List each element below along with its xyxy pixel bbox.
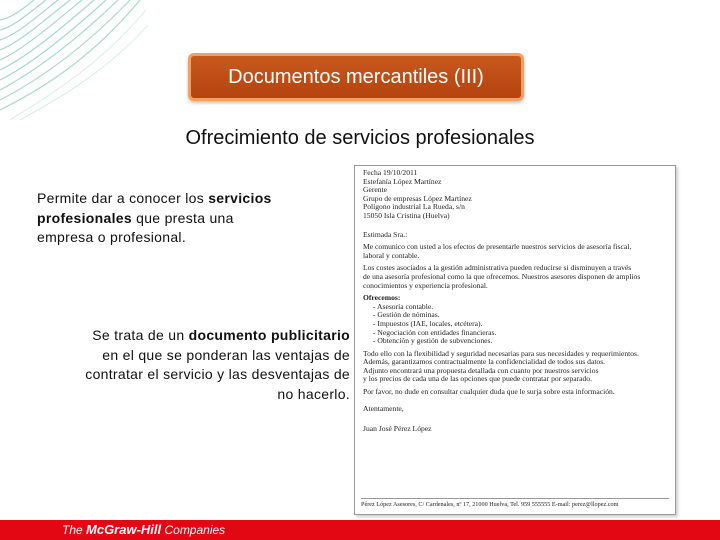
letter-header-line: Estefanía López Martínez [363,176,442,186]
decorative-swirl-graphic [0,0,150,120]
letter-text-line: conocimientos y experiencia profesional. [363,280,488,290]
letter-text-line: y los precios de cada una de las opciones que puede contratar por separado. [363,374,592,384]
letter-offer-item: - Asesoría contable. [373,301,434,311]
explanation-bold-text: documento publicitario [188,327,350,343]
letter-signature-text: Juan José Pérez López [363,424,432,434]
letter-greeting-text: Estimada Sra.: [363,229,408,239]
letter-text-line: Además, garantizamos contractualmente la confidencialidad de todos sus datos. [363,357,606,367]
letter-text-line: de una asesoría profesional como la que ofrecemos. Nuestros asesores disponen de amplios [363,271,641,281]
letter-paragraph-1 [363,243,669,260]
sample-letter-image [354,165,676,515]
letter-text-line: Los costes asociados a la gestión administrativa pueden reducirse si disminuyen a través [363,263,632,273]
publisher-logo [62,522,225,537]
description-text-end: que presta una empresa o profesional. [37,209,234,245]
letter-closing-text: Atentamente, [363,403,404,413]
description-paragraph [37,189,287,248]
publisher-logo-suffix: Companies [161,523,226,537]
letter-header-line: Fecha 19/10/2011 [363,168,418,177]
letter-header [363,169,669,221]
description-bold-text: servicios profesionales [37,190,272,226]
slide-subtitle: Ofrecimiento de servicios profesionales [185,127,535,149]
publisher-logo-prefix: The [62,523,87,537]
letter-offer-item: - Obtención y gestión de subvenciones. [373,336,493,346]
letter-signature [363,425,669,434]
letter-text-line: laboral y contable. [363,250,420,260]
letter-paragraph-3 [363,350,669,384]
letter-text-line: Adjunto encontrará una propuesta detallada con cuanto por nuestros servicios [363,365,599,375]
letter-text-line: Todo ello con la flexibilidad y seguridad necesarias para sus necesidades y requerimientos. [363,348,639,358]
slide-title: Documentos mercantiles (III) [188,53,524,101]
letter-header-line: Gerente [363,185,388,195]
letter-closing [363,405,669,414]
letter-offer-heading: Ofrecemos: [363,293,401,303]
letter-text-line: Me comunico con usted a los efectos de presentarle nuestros servicios de asesoría fiscal, [363,242,632,252]
letter-header-line: Grupo de empresas López Martínez [363,193,472,203]
explanation-text: Se trata de un [92,327,189,343]
letter-paragraph-2 [363,264,669,290]
letter-offer-item: - Negociación con entidades financieras. [373,327,497,337]
letter-footer: Pérez López Asesores, C/ Cardenales, nº 17, 21000 Huelva, Tel. 959 555555 E-mail: perez@llopez.com [361,498,669,510]
letter-offer-list [363,294,669,346]
letter-header-line: 15050 Isla Cristina (Huelva) [363,210,450,220]
letter-text-line: Por favor, no dude en consultar cualquier duda que le surja sobre esta información. [363,387,615,397]
letter-greeting [363,231,669,240]
letter-offer-item: - Gestión de nóminas. [373,310,440,320]
publisher-footer-bar [0,520,720,540]
letter-offer-item: - Impuestos (IAE, locales, etcétera). [373,318,483,328]
description-text: Permite dar a conocer los [37,190,209,206]
letter-paragraph-4 [363,388,669,397]
letter-header-line: Polígono industrial La Rueda, s/n [363,202,465,212]
explanation-paragraph [78,326,350,404]
publisher-logo-name: McGraw-Hill [86,522,162,537]
explanation-text-end: en el que se ponderan las ventajas de contratar el servicio y las desventajas de no hacerlo. [85,346,350,402]
